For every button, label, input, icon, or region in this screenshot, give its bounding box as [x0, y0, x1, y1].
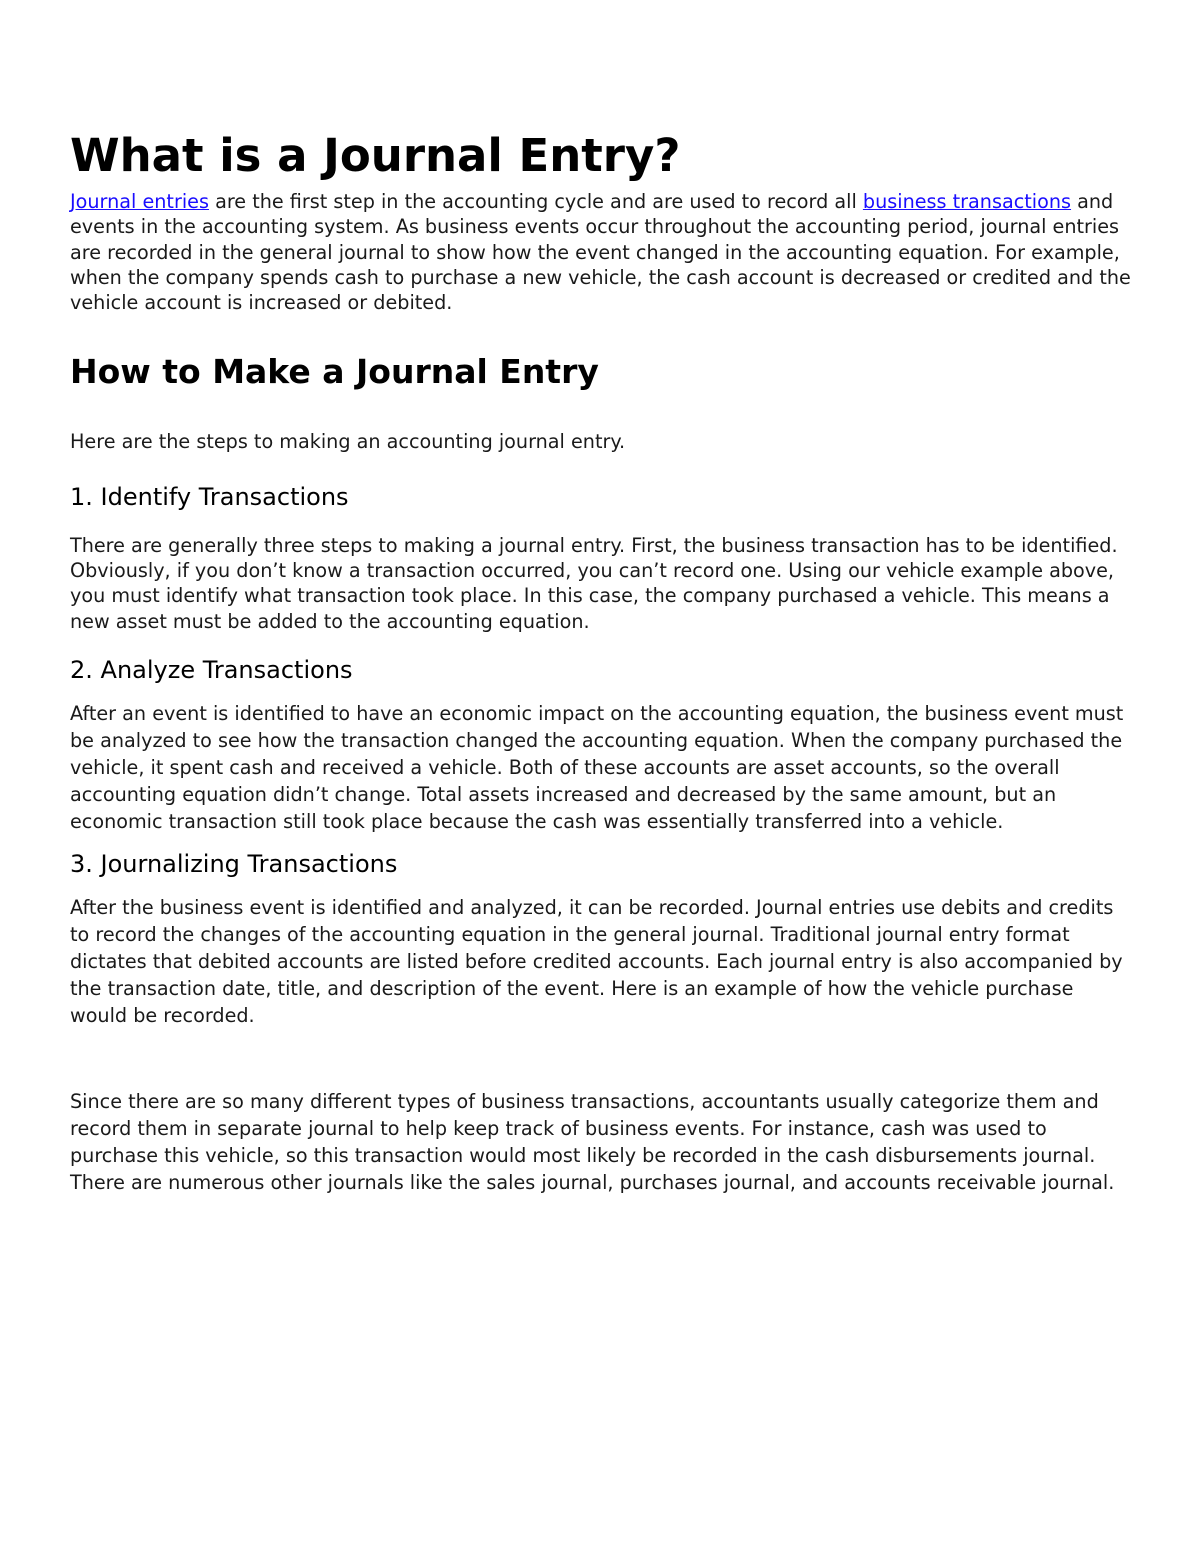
step-1-body: There are generally three steps to making a journal entry. First, the business transaction has to be identified. Obviously, if you don’t know a transaction occurred, you can’t record one. Using our vehicle example above, you must identify what transaction took place. In this case, the company purchased a vehicle. This means a new asset must be added to the accounting equation. [70, 533, 1118, 633]
how-to-heading: How to Make a Journal Entry [70, 352, 599, 392]
step-1-heading: 1. Identify Transactions [70, 482, 349, 511]
intro-paragraph [70, 189, 1132, 315]
step-3-heading: 3. Journalizing Transactions [70, 849, 398, 878]
journal-entries-link[interactable]: Journal entries [70, 190, 209, 213]
business-transactions-link[interactable]: business transactions [862, 190, 1072, 213]
document-page [70, 128, 1132, 1196]
how-to-lead: Here are the steps to making an accounting journal entry. [70, 430, 626, 454]
intro-text-2: and events in the accounting system. As business events occur throughout the accounting period, journal entries are recorded in the general journal to show how the event changed in the accounting equation. For example, when the company spends cash to purchase a new vehicle, the cash account is decreased or credited and the vehicle account is increased or debited. [70, 190, 1131, 315]
page-title: What is a Journal Entry? [70, 129, 681, 182]
step-2-body: After an event is identified to have an economic impact on the accounting equation, the business event must be analyzed to see how the transaction changed the accounting equation. When the company purchased the vehicle, it spent cash and received a vehicle. Both of these accounts are asset accounts, so the overall accounting equation didn’t change. Total assets increased and decreased by the same amount, but an economic transaction still took place because the cash was essentially transferred into a vehicle. [70, 701, 1124, 833]
intro-text-1: are the first step in the accounting cycle and are used to record all [208, 190, 863, 213]
closing-paragraph: Since there are so many different types of business transactions, accountants usually categorize them and record them in separate journal to help keep track of business events. For instance, cash was used to purchase this vehicle, so this transaction would most likely be recorded in the cash disbursements journal. There are numerous other journals like the sales journal, purchases journal, and accounts receivable journal. [70, 1089, 1115, 1194]
step-3-body: After the business event is identified and analyzed, it can be recorded. Journal entries use debits and credits to record the changes of the accounting equation in the general journal. Traditional journal entry format dictates that debited accounts are listed before credited accounts. Each journal entry is also accompanied by the transaction date, title, and description of the event. Here is an example of how the vehicle purchase would be recorded. [70, 895, 1123, 1027]
step-2-heading: 2. Analyze Transactions [70, 655, 353, 684]
